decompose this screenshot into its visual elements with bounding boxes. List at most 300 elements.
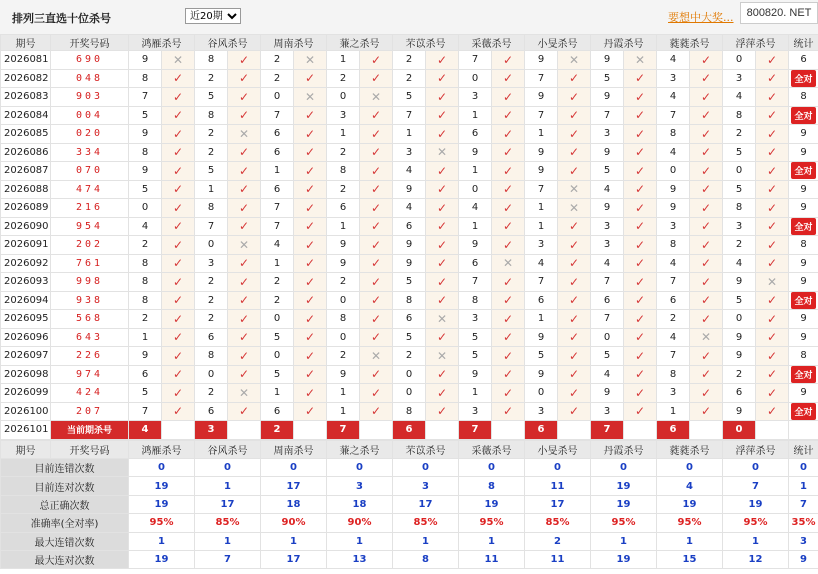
check-icon: ✓	[558, 365, 591, 384]
kill-number: 0	[459, 69, 492, 88]
check-icon: ✓	[690, 365, 723, 384]
check-icon: ✓	[690, 273, 723, 292]
check-icon: ✓	[426, 217, 459, 236]
table-row	[1, 69, 818, 88]
check-icon: ✓	[492, 384, 525, 403]
draw-number: 048	[51, 69, 129, 88]
table-row	[1, 347, 818, 366]
empty-cell	[162, 421, 195, 440]
cross-icon: ✕	[228, 125, 261, 144]
check-icon: ✓	[558, 106, 591, 125]
kill-number: 2	[261, 291, 294, 310]
check-icon: ✓	[624, 162, 657, 181]
summary-value: 0	[657, 459, 723, 477]
stat-cell	[789, 162, 818, 181]
col-expert: 浮萍杀号	[723, 441, 789, 459]
kill-number: 0	[129, 199, 162, 218]
col-expert: 谷风杀号	[195, 35, 261, 51]
summary-value: 7	[195, 550, 261, 568]
all-correct-badge: 全对	[791, 403, 815, 420]
check-icon: ✓	[426, 180, 459, 199]
kill-number: 2	[327, 180, 360, 199]
check-icon: ✓	[294, 402, 327, 421]
kill-number: 0	[459, 180, 492, 199]
summary-value: 12	[723, 550, 789, 568]
cross-icon: ✕	[294, 51, 327, 70]
kill-number: 3	[723, 217, 756, 236]
summary-value: 1	[657, 532, 723, 550]
period-select[interactable]	[185, 8, 241, 24]
period-cell: 2026093	[1, 273, 51, 292]
check-icon: ✓	[294, 143, 327, 162]
check-icon: ✓	[492, 106, 525, 125]
stat-cell: 9	[789, 143, 818, 162]
check-icon: ✓	[426, 199, 459, 218]
check-icon: ✓	[624, 347, 657, 366]
kill-number: 2	[327, 143, 360, 162]
kill-number: 9	[657, 180, 690, 199]
summary-value: 95%	[129, 514, 195, 532]
check-icon: ✓	[558, 273, 591, 292]
kill-number: 4	[657, 51, 690, 70]
table-row	[1, 106, 818, 125]
check-icon: ✓	[162, 106, 195, 125]
kill-number: 7	[261, 217, 294, 236]
check-icon: ✓	[624, 180, 657, 199]
table-row	[1, 291, 818, 310]
check-icon: ✓	[558, 328, 591, 347]
kill-number: 5	[723, 143, 756, 162]
stat-cell	[789, 69, 818, 88]
check-icon: ✓	[756, 143, 789, 162]
stat-cell	[789, 217, 818, 236]
kill-number: 7	[129, 88, 162, 107]
check-icon: ✓	[756, 347, 789, 366]
kill-number: 2	[327, 273, 360, 292]
kill-number: 0	[723, 162, 756, 181]
cross-icon: ✕	[492, 254, 525, 273]
kill-number: 2	[261, 69, 294, 88]
current-kill-number: 4	[129, 421, 162, 440]
kill-number: 1	[525, 125, 558, 144]
all-correct-badge: 全对	[791, 292, 815, 309]
empty-cell	[624, 421, 657, 440]
check-icon: ✓	[162, 365, 195, 384]
check-icon: ✓	[558, 347, 591, 366]
check-icon: ✓	[360, 365, 393, 384]
check-icon: ✓	[360, 162, 393, 181]
kill-number: 0	[327, 291, 360, 310]
check-icon: ✓	[492, 328, 525, 347]
kill-number: 5	[723, 180, 756, 199]
table-row	[1, 162, 818, 181]
check-icon: ✓	[294, 125, 327, 144]
col-period: 期号	[1, 441, 51, 459]
kill-number: 2	[261, 51, 294, 70]
kill-number: 3	[195, 254, 228, 273]
summary-value: 1	[393, 532, 459, 550]
empty-cell	[426, 421, 459, 440]
stat-cell: 9	[789, 310, 818, 329]
check-icon: ✓	[756, 125, 789, 144]
summary-value: 3	[393, 477, 459, 495]
draw-number: 903	[51, 88, 129, 107]
period-cell: 2026101	[1, 421, 51, 440]
kill-number: 3	[591, 402, 624, 421]
summary-value: 1	[327, 532, 393, 550]
kill-number: 7	[591, 273, 624, 292]
kill-number: 6	[525, 291, 558, 310]
kill-number: 8	[657, 365, 690, 384]
check-icon: ✓	[294, 162, 327, 181]
kill-number: 7	[261, 199, 294, 218]
stat-cell: 6	[789, 51, 818, 70]
kill-number: 6	[195, 328, 228, 347]
check-icon: ✓	[756, 180, 789, 199]
cross-icon: ✕	[690, 328, 723, 347]
kill-number: 7	[261, 106, 294, 125]
check-icon: ✓	[294, 347, 327, 366]
kill-number: 9	[129, 125, 162, 144]
check-icon: ✓	[756, 69, 789, 88]
stat-cell	[789, 365, 818, 384]
kill-number: 0	[327, 88, 360, 107]
kill-number: 7	[459, 273, 492, 292]
kill-number: 6	[327, 199, 360, 218]
kill-number: 2	[393, 69, 426, 88]
kill-number: 8	[129, 143, 162, 162]
check-icon: ✓	[492, 365, 525, 384]
kill-number: 0	[525, 384, 558, 403]
summary-value: 1	[261, 532, 327, 550]
check-icon: ✓	[690, 106, 723, 125]
check-icon: ✓	[162, 347, 195, 366]
check-icon: ✓	[624, 217, 657, 236]
kill-number: 7	[657, 347, 690, 366]
promo-link[interactable]: 要想中大奖...	[668, 11, 734, 24]
check-icon: ✓	[690, 143, 723, 162]
stat-cell: 9	[789, 254, 818, 273]
kill-number: 0	[393, 365, 426, 384]
kill-number: 3	[393, 143, 426, 162]
kill-number: 0	[261, 347, 294, 366]
check-icon: ✓	[492, 217, 525, 236]
kill-number: 9	[459, 143, 492, 162]
check-icon: ✓	[360, 69, 393, 88]
kill-number: 8	[723, 199, 756, 218]
kill-number: 6	[261, 143, 294, 162]
check-icon: ✓	[558, 254, 591, 273]
period-cell: 2026090	[1, 217, 51, 236]
kill-number: 1	[261, 162, 294, 181]
check-icon: ✓	[162, 180, 195, 199]
check-icon: ✓	[492, 347, 525, 366]
kill-number: 3	[327, 106, 360, 125]
draw-number: 424	[51, 384, 129, 403]
kill-number: 9	[723, 328, 756, 347]
kill-number: 7	[195, 217, 228, 236]
check-icon: ✓	[492, 236, 525, 255]
summary-value: 17	[261, 550, 327, 568]
period-cell: 2026096	[1, 328, 51, 347]
summary-value: 17	[525, 495, 591, 513]
check-icon: ✓	[690, 199, 723, 218]
kill-number: 0	[195, 365, 228, 384]
summary-value: 3	[789, 532, 818, 550]
kill-number: 1	[261, 384, 294, 403]
check-icon: ✓	[756, 88, 789, 107]
draw-number: 938	[51, 291, 129, 310]
check-icon: ✓	[690, 254, 723, 273]
period-cell: 2026098	[1, 365, 51, 384]
summary-value: 85%	[195, 514, 261, 532]
check-icon: ✓	[690, 51, 723, 70]
check-icon: ✓	[624, 365, 657, 384]
kill-number: 5	[459, 347, 492, 366]
kill-number: 1	[195, 180, 228, 199]
period-cell: 2026091	[1, 236, 51, 255]
kill-number: 9	[723, 402, 756, 421]
cross-icon: ✕	[360, 88, 393, 107]
kill-number: 1	[459, 217, 492, 236]
kill-number: 0	[261, 310, 294, 329]
kill-number: 3	[459, 88, 492, 107]
check-icon: ✓	[360, 217, 393, 236]
check-icon: ✓	[756, 254, 789, 273]
draw-number: 998	[51, 273, 129, 292]
kill-number: 7	[657, 106, 690, 125]
check-icon: ✓	[294, 236, 327, 255]
cross-icon: ✕	[162, 51, 195, 70]
summary-value: 11	[525, 550, 591, 568]
kill-number: 9	[525, 365, 558, 384]
check-icon: ✓	[426, 69, 459, 88]
summary-label: 准确率(全对率)	[1, 514, 129, 532]
check-icon: ✓	[228, 347, 261, 366]
draw-number: 004	[51, 106, 129, 125]
col-draw: 开奖号码	[51, 35, 129, 51]
kill-number: 6	[459, 125, 492, 144]
table-row	[1, 217, 818, 236]
kill-number: 9	[525, 162, 558, 181]
summary-value: 90%	[327, 514, 393, 532]
kill-number: 8	[129, 273, 162, 292]
kill-number: 1	[459, 384, 492, 403]
check-icon: ✓	[492, 125, 525, 144]
kill-number: 4	[657, 328, 690, 347]
col-expert: 浮萍杀号	[723, 35, 789, 51]
cross-icon: ✕	[756, 273, 789, 292]
kill-number: 1	[129, 328, 162, 347]
cross-icon: ✕	[294, 88, 327, 107]
check-icon: ✓	[756, 199, 789, 218]
check-icon: ✓	[426, 273, 459, 292]
kill-number: 4	[459, 199, 492, 218]
kill-number: 2	[195, 384, 228, 403]
check-icon: ✓	[624, 310, 657, 329]
check-icon: ✓	[690, 310, 723, 329]
check-icon: ✓	[294, 180, 327, 199]
summary-value: 13	[327, 550, 393, 568]
summary-value: 1	[129, 532, 195, 550]
check-icon: ✓	[624, 254, 657, 273]
check-icon: ✓	[492, 310, 525, 329]
summary-row	[1, 514, 818, 532]
check-icon: ✓	[360, 106, 393, 125]
kill-number: 3	[525, 402, 558, 421]
check-icon: ✓	[360, 310, 393, 329]
check-icon: ✓	[756, 310, 789, 329]
check-icon: ✓	[492, 291, 525, 310]
check-icon: ✓	[558, 310, 591, 329]
kill-number: 9	[591, 51, 624, 70]
all-correct-badge: 全对	[791, 107, 815, 124]
check-icon: ✓	[756, 51, 789, 70]
check-icon: ✓	[690, 291, 723, 310]
period-cell: 2026099	[1, 384, 51, 403]
summary-value: 1	[591, 532, 657, 550]
check-icon: ✓	[624, 69, 657, 88]
stat-cell: 8	[789, 88, 818, 107]
check-icon: ✓	[624, 143, 657, 162]
col-stats: 统计	[789, 35, 818, 51]
check-icon: ✓	[228, 217, 261, 236]
period-cell: 2026100	[1, 402, 51, 421]
table-row	[1, 180, 818, 199]
kill-number: 8	[129, 69, 162, 88]
kill-number: 3	[591, 125, 624, 144]
check-icon: ✓	[294, 310, 327, 329]
empty-cell	[558, 421, 591, 440]
summary-value: 0	[459, 459, 525, 477]
kill-number: 4	[657, 143, 690, 162]
check-icon: ✓	[228, 365, 261, 384]
all-correct-badge: 全对	[791, 366, 815, 383]
summary-header	[1, 441, 818, 459]
check-icon: ✓	[360, 236, 393, 255]
kill-number: 4	[723, 88, 756, 107]
summary-row	[1, 477, 818, 495]
kill-number: 6	[261, 402, 294, 421]
period-cell: 2026094	[1, 291, 51, 310]
summary-value: 1	[195, 532, 261, 550]
period-cell: 2026092	[1, 254, 51, 273]
draw-number: 690	[51, 51, 129, 70]
summary-value: 85%	[393, 514, 459, 532]
draw-number: 474	[51, 180, 129, 199]
check-icon: ✓	[624, 273, 657, 292]
current-kill-number: 7	[591, 421, 624, 440]
kill-number: 2	[195, 125, 228, 144]
check-icon: ✓	[426, 51, 459, 70]
kill-number: 7	[129, 402, 162, 421]
kill-number: 1	[459, 162, 492, 181]
empty-cell	[228, 421, 261, 440]
check-icon: ✓	[360, 328, 393, 347]
col-expert: 蒹之杀号	[327, 35, 393, 51]
check-icon: ✓	[360, 125, 393, 144]
kill-number: 4	[261, 236, 294, 255]
kill-number: 3	[723, 69, 756, 88]
table-row	[1, 51, 818, 70]
kill-number: 6	[261, 180, 294, 199]
check-icon: ✓	[162, 88, 195, 107]
all-correct-badge: 全对	[791, 218, 815, 235]
check-icon: ✓	[492, 51, 525, 70]
check-icon: ✓	[690, 162, 723, 181]
stat-cell: 9	[789, 125, 818, 144]
kill-number: 2	[129, 310, 162, 329]
summary-value: 0	[195, 459, 261, 477]
stat-cell	[789, 106, 818, 125]
check-icon: ✓	[558, 125, 591, 144]
kill-number: 2	[723, 236, 756, 255]
kill-number: 8	[723, 106, 756, 125]
kill-number: 2	[393, 51, 426, 70]
draw-number: 334	[51, 143, 129, 162]
kill-number: 2	[327, 69, 360, 88]
current-kill-number: 3	[195, 421, 228, 440]
kill-number: 7	[591, 310, 624, 329]
check-icon: ✓	[492, 402, 525, 421]
summary-value: 0	[723, 459, 789, 477]
draw-number: 226	[51, 347, 129, 366]
kill-number: 8	[657, 125, 690, 144]
kill-number: 8	[459, 291, 492, 310]
kill-number: 5	[261, 365, 294, 384]
check-icon: ✓	[294, 69, 327, 88]
kill-number: 5	[591, 69, 624, 88]
check-icon: ✓	[360, 273, 393, 292]
kill-number: 4	[657, 88, 690, 107]
check-icon: ✓	[426, 254, 459, 273]
kill-number: 9	[327, 254, 360, 273]
kill-number: 9	[525, 328, 558, 347]
check-icon: ✓	[162, 69, 195, 88]
kill-number: 0	[591, 328, 624, 347]
col-expert: 芣苡杀号	[393, 35, 459, 51]
kill-number: 5	[393, 328, 426, 347]
summary-label: 总正确次数	[1, 495, 129, 513]
check-icon: ✓	[426, 106, 459, 125]
col-expert: 丹霞杀号	[591, 35, 657, 51]
draw-number: 568	[51, 310, 129, 329]
period-cell: 2026083	[1, 88, 51, 107]
kill-number: 3	[591, 217, 624, 236]
check-icon: ✓	[294, 254, 327, 273]
check-icon: ✓	[492, 69, 525, 88]
check-icon: ✓	[294, 106, 327, 125]
check-icon: ✓	[624, 199, 657, 218]
check-icon: ✓	[690, 236, 723, 255]
table-row	[1, 125, 818, 144]
kill-number: 4	[393, 162, 426, 181]
kill-number: 7	[459, 51, 492, 70]
check-icon: ✓	[756, 402, 789, 421]
kill-number: 9	[525, 51, 558, 70]
summary-value: 19	[129, 477, 195, 495]
col-expert: 鸿雁杀号	[129, 35, 195, 51]
kill-number: 5	[393, 273, 426, 292]
stat-cell	[789, 402, 818, 421]
kill-number: 9	[591, 88, 624, 107]
check-icon: ✓	[690, 217, 723, 236]
check-icon: ✓	[492, 88, 525, 107]
check-icon: ✓	[162, 125, 195, 144]
summary-value: 18	[327, 495, 393, 513]
table-row	[1, 273, 818, 292]
check-icon: ✓	[624, 88, 657, 107]
